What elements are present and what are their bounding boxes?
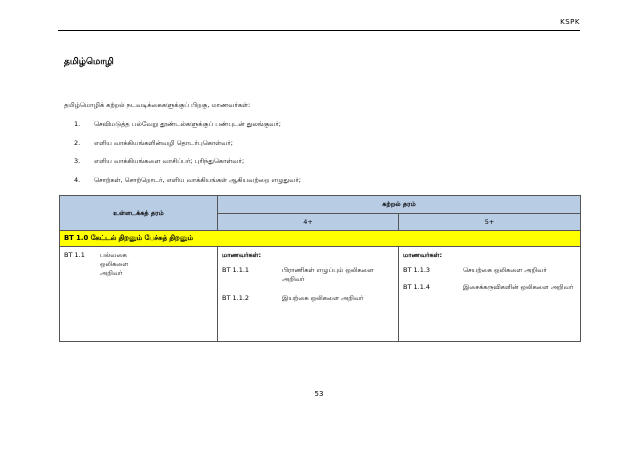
list-item-number: 1.	[74, 120, 81, 128]
learning-standard-text: பிராணிகள் எழுப்பும் ஒலிகளை அறிவர்	[282, 266, 374, 283]
intro-text: தமிழ்மொழிக் கற்றல் நடவடிக்கைகளுக்குப் பிறகு, மாணவர்கள்:	[64, 101, 251, 109]
header-divider	[58, 30, 580, 31]
page-title: தமிழ்மொழி	[64, 57, 114, 67]
learning-standard-code: BT 1.1.2	[222, 294, 250, 302]
objectives-list	[74, 120, 301, 194]
learning-standard-4-cell	[218, 247, 399, 342]
learning-standard-code: BT 1.1.3	[403, 266, 431, 274]
content-standard-code: BT 1.1	[64, 251, 85, 259]
students-label: மாணவர்கள்:	[403, 251, 443, 259]
learning-standard-text: இயற்கை ஒலிகளை அறிவர்	[282, 294, 364, 302]
list-item-text: எளிய வாக்கியங்களை வாசிப்பர்; புரிந்துகொள்வர்;	[94, 157, 245, 165]
list-item-text: செவிமடுத்த பல்வேறு தூண்டல்களுக்குப் பண்புடன் துலங்குவர்;	[94, 120, 281, 128]
learning-standard-text: இசைக்கருவிகளின் ஒலிகளை அறிவர்	[463, 283, 574, 291]
section-heading: BT 1.0 கேட்டல் திறனும் பேச்சுத் திறனும்	[60, 231, 581, 247]
list-item	[74, 139, 301, 158]
list-item-number: 2.	[74, 138, 81, 147]
age-5-header: 5+	[399, 214, 581, 231]
list-item	[74, 120, 301, 139]
content-standard-desc: பல்வகை ஒலிகளை அறிவர்	[100, 251, 129, 277]
list-item	[74, 157, 301, 176]
document-header-label: KSPK	[560, 18, 580, 26]
learning-standard-code: BT 1.1.4	[403, 283, 431, 291]
list-item	[74, 176, 301, 195]
table-row	[60, 247, 581, 342]
content-standard-cell	[60, 247, 218, 342]
list-item-number: 4.	[74, 175, 81, 184]
list-item-text: சொற்கள், சொற்றொடர், எளிய வாக்கியங்கள் ஆகியவற்றை எழுதுவர்;	[94, 175, 301, 184]
content-standard-header: உள்ளடக்கத் தரம்	[60, 196, 218, 231]
learning-standard-header: கற்றல் தரம்	[218, 196, 581, 214]
list-item-text: எளிய வாக்கியங்களின்வழி தொடர்புகொள்வர்;	[94, 138, 233, 147]
standards-table	[59, 195, 581, 342]
learning-standard-code: BT 1.1.1	[222, 266, 250, 274]
students-label: மாணவர்கள்:	[222, 251, 262, 259]
learning-standard-text: செயற்கை ஒலிகளை அறிவர்	[463, 266, 547, 274]
page-number: 53	[314, 390, 324, 398]
learning-standard-5-cell	[399, 247, 581, 342]
age-4-header: 4+	[218, 214, 399, 231]
list-item-number: 3.	[74, 157, 81, 165]
